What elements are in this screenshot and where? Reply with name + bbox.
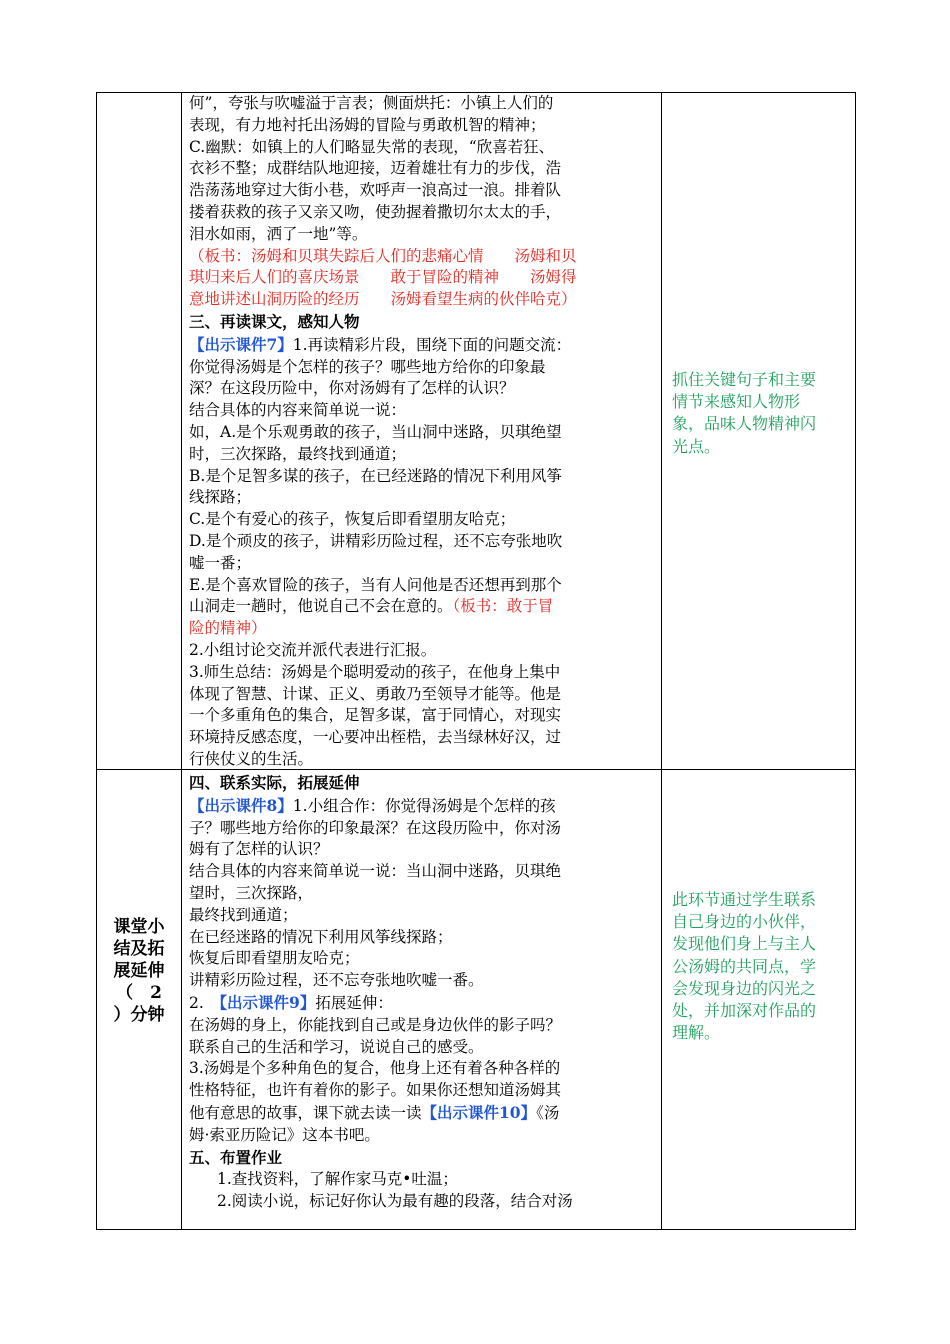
text-line xyxy=(189,224,659,246)
text-line xyxy=(189,705,659,727)
text-segment: 嘘一番； xyxy=(189,553,252,572)
text-segment: 性格特征，也许有着你的影子。如果你还想知道汤姆其 xyxy=(189,1081,562,1100)
text-segment: 子？哪些地方给你的印象最深？在这段历险中，你对汤 xyxy=(189,818,562,837)
row1-stage-cell xyxy=(97,93,181,769)
text-segment: 联系自己的生活和学习，说说自己的感受。 xyxy=(189,1037,484,1056)
text-line xyxy=(189,1015,659,1037)
text-line xyxy=(189,640,659,662)
text-line xyxy=(189,970,659,992)
design-note-line: 公汤姆的共同点，学 xyxy=(672,956,817,976)
text-line xyxy=(189,1147,659,1170)
text-line xyxy=(189,115,659,137)
text-segment: C.是个有爱心的孩子，恢复后即看望朋友哈克； xyxy=(189,510,516,529)
row-divider xyxy=(97,769,855,770)
text-segment: 望时，三次探路， xyxy=(189,883,314,902)
row1-design-note xyxy=(663,369,857,458)
text-segment: 2.小组讨论交流并派代表进行汇报。 xyxy=(189,640,437,659)
text-segment: 山洞走一趟时，他说自己不会在意的。 xyxy=(189,597,453,616)
text-segment: 姆有了怎样的认识？ xyxy=(189,840,329,859)
column-divider-1 xyxy=(181,93,182,1229)
text-line xyxy=(189,927,659,949)
text-segment: 一个多重角色的集合，足智多谋，富于同情心，对现实 xyxy=(189,706,562,725)
text-segment: 表现，有力地衬托出汤姆的冒险与勇敢机智的精神； xyxy=(189,115,546,134)
text-segment: 恢复后即看望朋友哈克； xyxy=(189,949,360,968)
text-segment: 衣衫不整；成群结队地迎接，迈着雄壮有力的步伐，浩 xyxy=(189,159,562,178)
text-line xyxy=(189,596,659,618)
text-line xyxy=(189,948,659,970)
text-line xyxy=(189,93,659,115)
lesson-plan-table xyxy=(96,92,856,1230)
text-segment: 四、联系实际，拓展延伸 xyxy=(189,773,360,792)
text-segment: 姆·索亚历险记》这本书吧。 xyxy=(189,1125,380,1144)
design-note-line: 处，并加深对作品的 xyxy=(672,1001,817,1021)
text-segment: 结合具体的内容来简单说一说：当山洞中迷路，贝琪绝 xyxy=(189,862,562,881)
text-line xyxy=(189,444,659,466)
design-note-line: 象，品味人物精神闪 xyxy=(672,414,817,434)
text-line xyxy=(189,466,659,488)
text-line xyxy=(189,839,659,861)
text-line xyxy=(189,509,659,531)
board-note: （板书：汤姆和贝琪失踪后人们的悲痛心情 汤姆和贝 xyxy=(189,246,577,265)
text-line xyxy=(189,158,659,180)
text-segment: 讲精彩历险过程，还不忘夸张地吹嘘一番。 xyxy=(189,971,484,990)
text-segment: 1.再读精彩片段，围绕下面的问题交流： xyxy=(292,335,572,354)
text-line xyxy=(189,1191,659,1213)
text-line xyxy=(189,772,659,795)
text-segment: 浩荡荡地穿过大街小巷，欢呼声一浪高过一浪。排着队 xyxy=(189,181,562,200)
design-note-line: 理解。 xyxy=(672,1023,721,1043)
text-line xyxy=(189,883,659,905)
text-line xyxy=(189,422,659,444)
text-line xyxy=(189,487,659,509)
row2-stage-cell xyxy=(97,916,181,1026)
stage-label-line: ）分钟 xyxy=(113,1005,165,1025)
text-line xyxy=(189,1102,659,1125)
text-line xyxy=(189,749,659,769)
text-line xyxy=(189,795,659,818)
courseware-marker: 【出示课件8】 xyxy=(189,795,293,815)
text-segment: 你觉得汤姆是个怎样的孩子？哪些地方给你的印象最 xyxy=(189,357,546,376)
text-segment: 线探路； xyxy=(189,488,252,507)
row2-content-cell xyxy=(183,772,661,1231)
text-segment: 《汤 xyxy=(536,1103,560,1122)
design-note-line: 会发现身边的闪光之 xyxy=(672,978,817,998)
text-line xyxy=(189,818,659,840)
board-note: 险的精神） xyxy=(189,619,267,638)
text-line xyxy=(189,1037,659,1059)
text-segment: 2. xyxy=(189,993,220,1012)
text-line xyxy=(189,1169,659,1191)
text-line xyxy=(189,531,659,553)
text-line xyxy=(189,334,659,357)
row2-design-note xyxy=(663,889,857,1044)
text-segment: 体现了智慧、计谋、正义、勇敢乃至领导才能等。他是 xyxy=(189,684,562,703)
text-segment: C.幽默：如镇上的人们略显失常的表现，“欣喜若狂、 xyxy=(189,137,555,156)
text-segment: 最终找到通道； xyxy=(189,905,298,924)
text-segment: 五、布置作业 xyxy=(189,1147,283,1167)
courseware-marker: 【出示课件7】 xyxy=(189,334,293,354)
text-segment: 环境持反感态度，一心要冲出桎梏，去当绿林好汉，过 xyxy=(189,728,562,747)
text-segment: 1.查找资料，了解作家马克•吐温； xyxy=(217,1170,458,1189)
text-line xyxy=(189,553,659,575)
text-line xyxy=(189,137,659,159)
text-segment: 结合具体的内容来简单说一说： xyxy=(189,401,407,420)
text-segment: 1.小组合作：你觉得汤姆是个怎样的孩 xyxy=(292,796,556,815)
text-segment: 拓展延伸： xyxy=(315,993,393,1012)
text-line xyxy=(189,400,659,422)
text-line xyxy=(189,267,659,289)
text-segment: 何”，夸张与吹嘘溢于言表；侧面烘托：小镇上人们的 xyxy=(189,94,554,112)
text-segment: 三、再读课文，感知人物 xyxy=(189,311,360,331)
text-line xyxy=(189,180,659,202)
text-segment: 行侠仗义的生活。 xyxy=(189,749,314,768)
text-segment: 3.汤姆是个多种角色的复合，他身上还有着各种各样的 xyxy=(189,1059,561,1078)
design-note-line: 自己身边的小伙伴， xyxy=(672,912,817,932)
text-segment: 时，三次探路，最终找到通道； xyxy=(189,444,407,463)
stage-label-line: （ 2 xyxy=(116,983,162,1003)
text-line xyxy=(189,289,659,311)
courseware-marker: 【出示课件10】 xyxy=(421,1102,537,1122)
text-line xyxy=(189,357,659,379)
design-note-line: 抓住关键句子和主要 xyxy=(672,370,817,389)
text-line xyxy=(189,684,659,706)
text-segment: 在已经迷路的情况下利用风筝线探路； xyxy=(189,927,453,946)
text-line xyxy=(189,1080,659,1102)
stage-label-line: 课堂小 xyxy=(113,917,165,937)
board-note: 琪归来后人们的喜庆场景 敢于冒险的精神 汤姆得 xyxy=(189,268,577,287)
courseware-marker: 【出示课件9】 xyxy=(219,992,316,1012)
text-line xyxy=(189,992,659,1015)
stage-label-line: 展延伸 xyxy=(113,961,165,981)
text-segment: 他有意思的故事，课下就去读一读 xyxy=(189,1103,422,1122)
text-line xyxy=(189,618,659,640)
row1-content-cell xyxy=(183,93,661,769)
design-note-line: 此环节通过学生联系 xyxy=(672,890,817,909)
text-segment: 深？在这段历险中，你对汤姆有了怎样的认识？ xyxy=(189,379,515,398)
text-line xyxy=(189,575,659,597)
board-note: （板书：敢于冒 xyxy=(452,597,554,616)
text-segment: 3.师生总结：汤姆是个聪明爱动的孩子，在他身上集中 xyxy=(189,662,561,681)
text-segment: 在汤姆的身上，你能找到自己或是身边伙伴的影子吗？ xyxy=(189,1015,562,1034)
text-segment: 2.阅读小说，标记好你认为最有趣的段落，结合对汤 xyxy=(217,1192,573,1211)
text-line xyxy=(189,202,659,224)
text-segment: D.是个顽皮的孩子，讲精彩历险过程，还不忘夸张地吹 xyxy=(189,531,563,550)
text-line xyxy=(189,1125,659,1147)
text-line xyxy=(189,246,659,268)
text-line xyxy=(189,905,659,927)
design-note-line: 发现他们身上与主人 xyxy=(672,934,817,954)
design-note-line: 光点。 xyxy=(672,436,721,456)
text-segment: B.是个足智多谋的孩子，在已经迷路的情况下利用风筝 xyxy=(189,466,562,485)
text-line xyxy=(189,861,659,883)
board-note: 意地讲述山洞历险的经历 汤姆看望生病的伙伴哈克） xyxy=(189,290,577,309)
text-segment: E.是个喜欢冒险的孩子，当有人问他是否还想再到那个 xyxy=(189,575,562,594)
column-divider-2 xyxy=(661,93,662,1229)
text-line xyxy=(189,662,659,684)
text-segment: 搂着获救的孩子又亲又吻，使劲握着撒切尔太太的手， xyxy=(189,202,562,221)
text-segment: 泪水如雨，洒了一地”等。 xyxy=(189,224,368,243)
text-segment: 如，A.是个乐观勇敢的孩子，当山洞中迷路，贝琪绝望 xyxy=(189,422,562,441)
text-line xyxy=(189,311,659,334)
design-note-line: 情节来感知人物形 xyxy=(672,392,801,412)
text-line xyxy=(189,378,659,400)
text-line xyxy=(189,1058,659,1080)
stage-label-line: 结及拓 xyxy=(113,939,165,959)
text-line xyxy=(189,727,659,749)
